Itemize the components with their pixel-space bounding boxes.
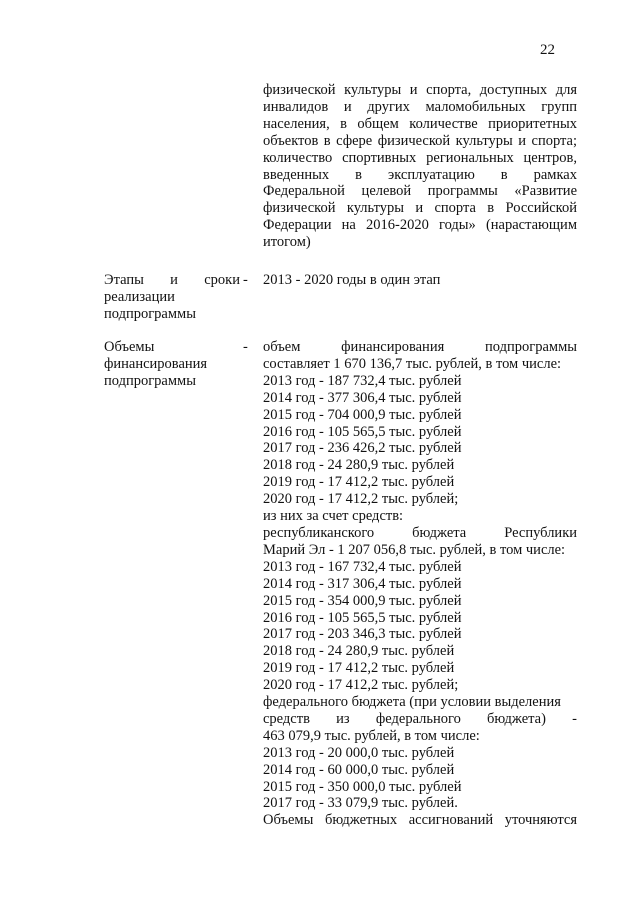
text-line: 2017 год - 33 079,9 тыс. рублей.	[263, 795, 458, 812]
text-line: 2015 год - 354 000,9 тыс. рублей	[263, 592, 462, 609]
text-line: Марий Эл - 1 207 056,8 тыс. рублей, в том числе:	[263, 541, 566, 558]
text-line: 2016 год - 105 565,5 тыс. рублей	[263, 609, 462, 626]
text-line: 2013 год - 167 732,4 тыс. рублей	[263, 558, 462, 575]
text-line: Объемы бюджетных ассигнований уточняются	[263, 812, 577, 829]
text-line: физической культуры и спорта, доступных для	[263, 82, 577, 98]
text-line: 2018 год - 24 280,9 тыс. рублей	[263, 643, 455, 660]
label-line: Этапы и сроки	[104, 272, 240, 288]
text-line: из них за счет средств:	[263, 508, 404, 525]
text-line: 2014 год - 317 306,4 тыс. рублей	[263, 575, 462, 592]
text-line: введенных в эксплуатацию в рамках	[263, 166, 577, 183]
text-line: 2015 год - 704 000,9 тыс. рублей	[263, 406, 462, 423]
page-number: 22	[540, 42, 555, 58]
text-line: населения, в общем количестве приоритетных	[263, 115, 577, 132]
label-line: подпрограммы	[104, 372, 196, 389]
text-line: 2019 год - 17 412,2 тыс. рублей	[263, 660, 455, 677]
text-line: 2013 год - 20 000,0 тыс. рублей	[263, 744, 455, 761]
label-line: реализации	[104, 288, 175, 305]
text-line: 2018 год - 24 280,9 тыс. рублей	[263, 457, 455, 474]
text-line: 2013 год - 187 732,4 тыс. рублей	[263, 372, 462, 389]
text-line: объем финансирования подпрограммы	[263, 339, 577, 355]
text-line: средств из федерального бюджета) -	[263, 710, 577, 727]
label-line: Объемы	[104, 339, 155, 355]
text-line: итогом)	[263, 234, 311, 251]
text-line: 2016 год - 105 565,5 тыс. рублей	[263, 423, 462, 440]
text-line: количество спортивных региональных центров,	[263, 149, 577, 166]
text-line: республиканского бюджета Республики	[263, 524, 577, 541]
financing-label	[104, 339, 254, 390]
continuation-text	[263, 82, 577, 251]
text-line: 2017 год - 203 346,3 тыс. рублей	[263, 626, 462, 643]
text-line: 463 079,9 тыс. рублей, в том числе:	[263, 727, 480, 744]
label-line: подпрограммы	[104, 305, 196, 322]
text-line: федерального бюджета (при условии выделения	[263, 694, 561, 711]
text-line: 2019 год - 17 412,2 тыс. рублей	[263, 474, 455, 491]
text-line: 2017 год - 236 426,2 тыс. рублей	[263, 440, 462, 457]
text-line: 2013 - 2020 годы в один этап	[263, 272, 441, 288]
text-line: Федерации на 2016-2020 годы» (нарастающим	[263, 217, 577, 234]
stages-label	[104, 272, 240, 323]
text-line: 2020 год - 17 412,2 тыс. рублей;	[263, 677, 459, 694]
financing-text	[263, 339, 577, 829]
text-line: инвалидов и других маломобильных групп	[263, 98, 577, 115]
text-line: 2014 год - 60 000,0 тыс. рублей	[263, 761, 455, 778]
text-line: 2020 год - 17 412,2 тыс. рублей;	[263, 491, 459, 508]
stages-dash: -	[243, 272, 248, 288]
text-line: 2015 год - 350 000,0 тыс. рублей	[263, 778, 462, 795]
text-line: составляет 1 670 136,7 тыс. рублей, в том числе:	[263, 355, 562, 372]
text-line: 2014 год - 377 306,4 тыс. рублей	[263, 389, 462, 406]
label-line: финансирования	[104, 355, 208, 372]
text-line: физической культуры и спорта в Российской	[263, 200, 577, 217]
text-line: Федеральной целевой программы «Развитие	[263, 183, 577, 200]
financing-dash: -	[243, 339, 248, 355]
stages-value	[263, 272, 577, 289]
text-line: объектов в сфере физической культуры и спорта;	[263, 132, 577, 149]
